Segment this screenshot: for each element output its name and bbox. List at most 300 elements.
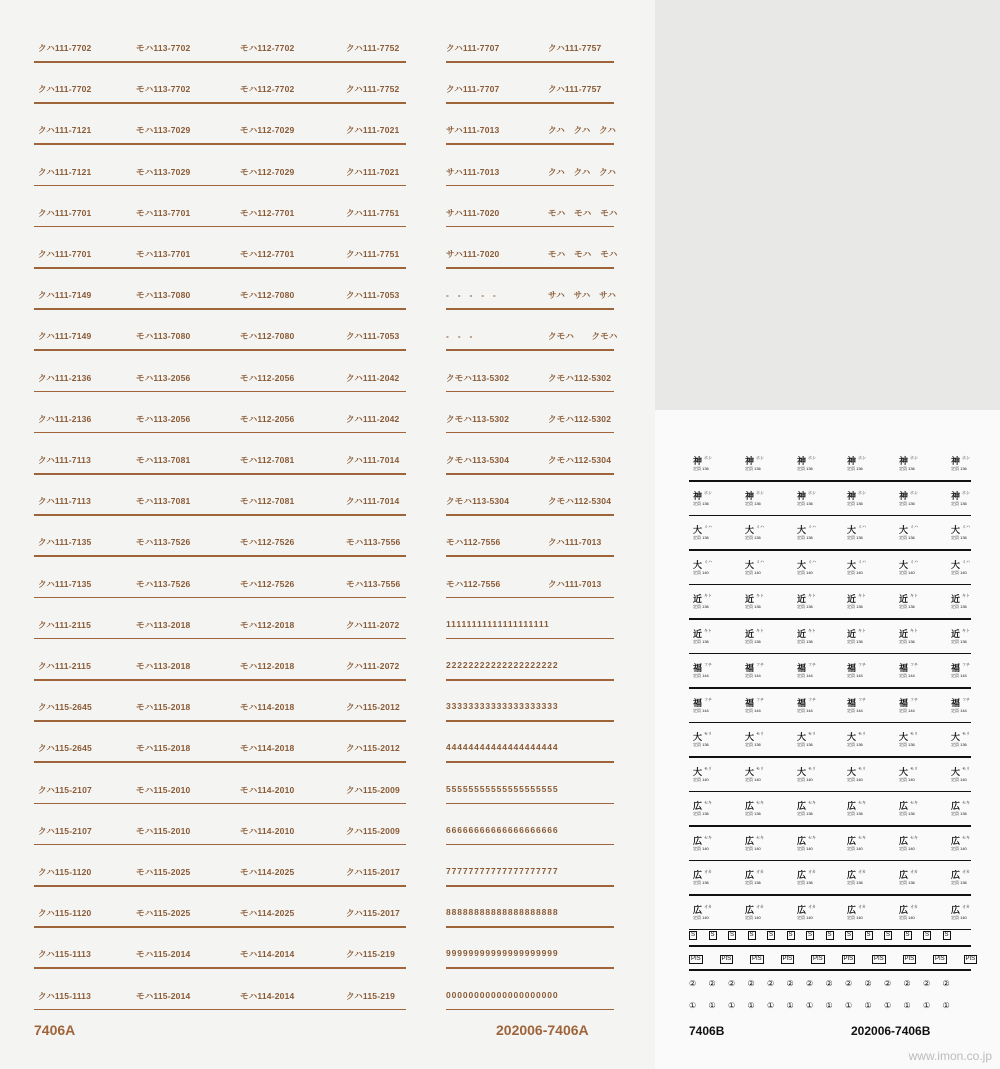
decal-number: モハ112-2056 bbox=[240, 413, 295, 424]
decal-number: サハ111-7013 bbox=[446, 166, 500, 177]
decal-number: クハ111-2042 bbox=[346, 372, 400, 383]
depot-mark bbox=[797, 558, 837, 578]
depot-code: ミハ bbox=[858, 524, 866, 529]
depot-code: モリ bbox=[704, 731, 712, 736]
decal-number: クハ115-2012 bbox=[346, 743, 400, 754]
depot-code: ミハ bbox=[704, 558, 712, 564]
symbol-mark: ① bbox=[825, 1001, 833, 1010]
cut-line bbox=[446, 1009, 614, 1011]
capacity-label: 定員 140 bbox=[899, 776, 915, 782]
symbol-mark: ② bbox=[903, 979, 911, 988]
depot-code: ホシ bbox=[962, 489, 970, 495]
capacity-label: 定員 144 bbox=[693, 707, 709, 713]
cut-line bbox=[34, 720, 406, 722]
depot-mark bbox=[693, 868, 733, 888]
depot-mark bbox=[847, 765, 887, 785]
decal-number: 22222222222222222222 bbox=[446, 660, 559, 670]
capacity-label: 定員 136 bbox=[847, 500, 863, 506]
cut-line bbox=[34, 555, 406, 557]
depot-kanji: 広 bbox=[745, 870, 755, 880]
capacity-label: 定員 140 bbox=[951, 914, 967, 920]
depot-kanji: 広 bbox=[951, 801, 961, 811]
symbol-mark: S bbox=[749, 932, 754, 938]
cut-line bbox=[689, 969, 971, 971]
depot-code: キト bbox=[962, 593, 970, 598]
capacity-label: 定員 136 bbox=[899, 500, 915, 506]
cut-line bbox=[689, 618, 971, 620]
depot-mark bbox=[847, 523, 887, 543]
symbol-mark: ② bbox=[845, 979, 853, 988]
depot-code: セキ bbox=[756, 800, 764, 805]
symbol-mark: ① bbox=[806, 1001, 814, 1010]
capacity-label: 定員 144 bbox=[899, 673, 915, 678]
capacity-label: 定員 136 bbox=[847, 535, 863, 540]
cut-line bbox=[34, 143, 406, 145]
capacity-label: 定員 144 bbox=[745, 707, 761, 713]
decal-row-b bbox=[655, 448, 1000, 482]
symbol-mark: PIS bbox=[874, 956, 884, 962]
depot-mark bbox=[745, 558, 785, 578]
symbol-mark: ① bbox=[903, 1001, 911, 1010]
depot-mark bbox=[847, 558, 887, 578]
depot-code: ホシ bbox=[910, 455, 918, 460]
depot-kanji: 広 bbox=[899, 904, 909, 915]
depot-code: セキ bbox=[858, 800, 866, 805]
capacity-label: 定員 136 bbox=[693, 742, 709, 747]
decal-number: サハ111-7020 bbox=[446, 207, 500, 218]
capacity-label: 定員 136 bbox=[797, 604, 813, 609]
capacity-label: 定員 136 bbox=[899, 535, 915, 540]
decal-number: モハ113-7080 bbox=[136, 331, 191, 342]
depot-mark bbox=[951, 592, 991, 612]
sheet-code-right: 202006-7406A bbox=[496, 1022, 589, 1038]
cut-line bbox=[446, 473, 614, 475]
depot-kanji: 大 bbox=[693, 732, 703, 742]
depot-kanji: 神 bbox=[847, 456, 857, 466]
depot-code: セキ bbox=[910, 834, 918, 840]
depot-code: ミハ bbox=[962, 558, 970, 564]
decal-row-a bbox=[0, 152, 655, 193]
cut-line bbox=[34, 61, 406, 63]
depot-mark bbox=[847, 661, 887, 681]
depot-kanji: 大 bbox=[847, 559, 857, 570]
decal-number: クハ111-7702 bbox=[38, 43, 92, 53]
capacity-label: 定員 136 bbox=[745, 535, 761, 540]
capacity-label: 定員 140 bbox=[899, 569, 915, 575]
decal-number: クハ111-2136 bbox=[38, 413, 92, 424]
depot-mark bbox=[951, 834, 991, 854]
depot-kanji: 大 bbox=[693, 525, 703, 535]
symbol-mark: ① bbox=[786, 1001, 794, 1010]
decal-number: モハ113-7029 bbox=[136, 166, 191, 177]
depot-mark bbox=[797, 454, 837, 474]
decal-number: モハ113-2018 bbox=[136, 661, 191, 671]
depot-mark bbox=[797, 661, 837, 681]
capacity-label: 定員 136 bbox=[693, 638, 709, 644]
depot-mark bbox=[797, 627, 837, 647]
depot-mark bbox=[797, 730, 837, 750]
decal-number: クモハ112-5302 bbox=[548, 372, 612, 383]
decal-row-a bbox=[0, 564, 655, 605]
cut-line bbox=[689, 929, 971, 931]
depot-mark bbox=[899, 523, 939, 543]
capacity-label: 定員 136 bbox=[797, 742, 813, 747]
decal-row-a bbox=[0, 316, 655, 357]
capacity-label: 定員 140 bbox=[951, 569, 967, 575]
decal-number: クハ111-7702 bbox=[38, 84, 92, 95]
capacity-label: 定員 136 bbox=[745, 466, 761, 471]
depot-mark bbox=[745, 696, 785, 716]
decal-number: クハ115-2645 bbox=[38, 743, 92, 754]
capacity-label: 定員 144 bbox=[797, 707, 813, 713]
decal-row-a bbox=[0, 399, 655, 440]
decal-row-a bbox=[0, 811, 655, 852]
cut-line bbox=[446, 391, 614, 393]
depot-mark bbox=[693, 454, 733, 474]
decal-row-a bbox=[0, 934, 655, 975]
decal-number: クハ111-7053 bbox=[346, 331, 400, 342]
symbol-mark: S bbox=[827, 932, 832, 938]
cut-line bbox=[34, 926, 406, 928]
capacity-label: 定員 140 bbox=[899, 845, 915, 851]
depot-code: フチ bbox=[910, 696, 918, 702]
symbol-mark: PIS bbox=[904, 956, 915, 962]
depot-kanji: 広 bbox=[847, 801, 857, 811]
decal-number: 77777777777777777777 bbox=[446, 866, 559, 876]
decal-number: クハ111-7013 bbox=[548, 578, 602, 589]
symbol-mark: ② bbox=[884, 979, 892, 988]
capacity-label: 定員 136 bbox=[745, 500, 761, 506]
depot-mark bbox=[693, 558, 733, 578]
decal-number: クハ115-1120 bbox=[38, 867, 92, 877]
depot-kanji: 大 bbox=[745, 732, 755, 742]
decal-number: モハ115-2025 bbox=[136, 867, 191, 877]
cut-line bbox=[446, 720, 614, 722]
depot-code: オカ bbox=[756, 869, 764, 874]
depot-kanji: 広 bbox=[693, 835, 703, 846]
depot-kanji: 広 bbox=[951, 835, 961, 846]
depot-kanji: 近 bbox=[899, 594, 909, 604]
decal-number: クハ115-1113 bbox=[38, 949, 92, 960]
depot-mark bbox=[693, 661, 733, 681]
depot-kanji: 神 bbox=[899, 490, 909, 501]
depot-mark bbox=[745, 592, 785, 612]
decal-row-b bbox=[655, 690, 1000, 724]
depot-kanji: 近 bbox=[899, 628, 909, 639]
decal-number: モハ115-2018 bbox=[136, 702, 191, 713]
decal-number: クハ115-219 bbox=[346, 990, 396, 1001]
decal-row-b bbox=[655, 828, 1000, 862]
decal-number: クハ111-2115 bbox=[38, 619, 92, 630]
decal-number: クハ111-7021 bbox=[346, 125, 400, 136]
depot-kanji: 神 bbox=[693, 490, 703, 501]
depot-kanji: 広 bbox=[797, 904, 807, 915]
depot-kanji: 神 bbox=[797, 490, 807, 501]
decal-number: モハ112-2018 bbox=[240, 619, 295, 630]
depot-code: モリ bbox=[962, 731, 970, 736]
decal-number: モハ115-2014 bbox=[136, 990, 191, 1001]
depot-code: モリ bbox=[756, 731, 764, 736]
decal-number: モハ112-7702 bbox=[240, 84, 295, 95]
depot-mark bbox=[951, 489, 991, 509]
decal-number: クハ115-2012 bbox=[346, 702, 400, 713]
symbol-mark: PIS bbox=[813, 956, 823, 962]
depot-code: オカ bbox=[962, 869, 970, 874]
capacity-label: 定員 136 bbox=[797, 638, 813, 644]
depot-mark bbox=[899, 834, 939, 854]
decal-number: モハ113-7080 bbox=[136, 290, 191, 301]
depot-code: キト bbox=[756, 627, 764, 633]
decal-number: クハ111-7113 bbox=[38, 496, 92, 507]
depot-mark bbox=[797, 765, 837, 785]
depot-code: フチ bbox=[704, 662, 712, 667]
decal-number: モハ114-2018 bbox=[240, 743, 295, 754]
depot-code: フチ bbox=[808, 696, 816, 702]
symbol-mark: S bbox=[808, 932, 813, 938]
depot-kanji: 広 bbox=[693, 870, 703, 880]
symbol-mark: PIS bbox=[721, 956, 732, 962]
capacity-label: 定員 140 bbox=[693, 845, 709, 851]
cut-line bbox=[34, 226, 406, 228]
capacity-label: 定員 136 bbox=[745, 604, 761, 609]
decal-row-b bbox=[655, 552, 1000, 586]
cut-line bbox=[446, 514, 614, 516]
capacity-label: 定員 136 bbox=[797, 466, 813, 471]
cut-line bbox=[689, 825, 971, 827]
decal-number: - - - bbox=[446, 331, 473, 342]
capacity-label: 定員 140 bbox=[797, 776, 813, 782]
depot-kanji: 大 bbox=[693, 766, 703, 777]
decal-number: クハ111-7149 bbox=[38, 290, 92, 301]
depot-mark bbox=[745, 454, 785, 474]
decal-number: クハ111-7149 bbox=[38, 331, 92, 342]
depot-mark bbox=[745, 627, 785, 647]
cut-line bbox=[446, 102, 614, 104]
depot-mark bbox=[745, 661, 785, 681]
capacity-label: 定員 140 bbox=[693, 569, 709, 575]
depot-mark bbox=[693, 696, 733, 716]
decal-number: クハ111-7053 bbox=[346, 290, 400, 301]
depot-code: フチ bbox=[962, 662, 970, 667]
decal-number: モハ112-2018 bbox=[240, 661, 295, 671]
depot-code: キト bbox=[808, 593, 816, 598]
depot-code: フチ bbox=[756, 696, 764, 702]
decal-number: モハ112-7701 bbox=[240, 207, 295, 218]
cut-line bbox=[34, 803, 406, 805]
depot-code: モリ bbox=[858, 731, 866, 736]
depot-mark bbox=[847, 454, 887, 474]
depot-mark bbox=[847, 834, 887, 854]
depot-code: ミハ bbox=[858, 558, 866, 564]
depot-code: キト bbox=[910, 593, 918, 598]
cut-line bbox=[446, 432, 614, 434]
depot-mark bbox=[847, 696, 887, 716]
depot-mark bbox=[693, 730, 733, 750]
cut-line bbox=[446, 267, 614, 269]
decal-number: クモハ112-5302 bbox=[548, 413, 612, 424]
depot-mark bbox=[899, 661, 939, 681]
capacity-label: 定員 144 bbox=[951, 707, 967, 713]
decal-number: クハ111-2115 bbox=[38, 661, 92, 671]
decal-number: クハ111-7757 bbox=[548, 84, 602, 95]
decal-number: モハ112-7080 bbox=[240, 331, 295, 342]
capacity-label: 定員 144 bbox=[951, 673, 967, 678]
decal-number: モハ113-7556 bbox=[346, 578, 401, 589]
depot-mark bbox=[745, 730, 785, 750]
capacity-label: 定員 136 bbox=[847, 604, 863, 609]
capacity-label: 定員 136 bbox=[899, 466, 915, 471]
decal-number: サハ111-7013 bbox=[446, 125, 500, 136]
symbol-mark: PIS bbox=[935, 956, 945, 962]
capacity-label: 定員 136 bbox=[847, 466, 863, 471]
capacity-label: 定員 140 bbox=[693, 914, 709, 920]
symbol-mark: PIS bbox=[752, 956, 762, 962]
decal-number: 66666666666666666666 bbox=[446, 824, 559, 835]
depot-code: ホシ bbox=[704, 489, 712, 495]
cut-line bbox=[446, 61, 614, 63]
depot-kanji: 福 bbox=[745, 697, 755, 708]
decal-number: モハ112-7701 bbox=[240, 249, 295, 259]
decal-row-b bbox=[655, 621, 1000, 655]
depot-mark bbox=[693, 834, 733, 854]
symbol-mark: ② bbox=[767, 979, 775, 988]
depot-mark bbox=[951, 661, 991, 681]
depot-kanji: 福 bbox=[693, 663, 703, 673]
depot-kanji: 神 bbox=[797, 456, 807, 466]
depot-mark bbox=[847, 489, 887, 509]
watermark: www.imon.co.jp bbox=[908, 1049, 992, 1063]
depot-mark bbox=[951, 523, 991, 543]
depot-mark bbox=[745, 489, 785, 509]
decal-number: クハ111-2136 bbox=[38, 372, 92, 383]
depot-mark bbox=[899, 489, 939, 509]
decal-row-b bbox=[655, 655, 1000, 689]
depot-mark bbox=[847, 592, 887, 612]
decal-number: クハ111-2072 bbox=[346, 661, 400, 671]
depot-code: セキ bbox=[756, 834, 764, 840]
decal-row-a bbox=[0, 687, 655, 728]
depot-code: モリ bbox=[910, 765, 918, 771]
capacity-label: 定員 136 bbox=[847, 742, 863, 747]
decal-number: モハ113-7701 bbox=[136, 249, 191, 259]
decal-number: クモハ112-5304 bbox=[548, 496, 612, 507]
cut-line bbox=[446, 349, 614, 351]
capacity-label: 定員 140 bbox=[745, 569, 761, 575]
depot-code: キト bbox=[808, 627, 816, 633]
decal-row-a bbox=[0, 234, 655, 275]
decal-number: クハ115-2107 bbox=[38, 825, 92, 836]
depot-mark bbox=[899, 868, 939, 888]
decal-number: モハ113-7526 bbox=[136, 578, 191, 589]
cut-line bbox=[34, 638, 406, 640]
capacity-label: 定員 136 bbox=[951, 742, 967, 747]
decal-row-a bbox=[0, 893, 655, 934]
symbol-mark: ① bbox=[689, 1001, 697, 1010]
decal-number: クハ115-2107 bbox=[38, 784, 92, 795]
capacity-label: 定員 136 bbox=[899, 880, 915, 885]
capacity-label: 定員 140 bbox=[951, 776, 967, 782]
capacity-label: 定員 136 bbox=[693, 466, 709, 471]
decal-number: モハ112-7702 bbox=[240, 43, 295, 53]
decal-number: クハ115-2645 bbox=[38, 702, 92, 713]
decal-number: クハ111-7021 bbox=[346, 166, 400, 177]
depot-code: フチ bbox=[756, 662, 764, 667]
decal-number: クハ111-7013 bbox=[548, 537, 602, 548]
depot-mark bbox=[899, 454, 939, 474]
decal-row-a bbox=[0, 646, 655, 687]
decal-row-a bbox=[0, 522, 655, 563]
cut-line bbox=[34, 185, 406, 187]
cut-line bbox=[446, 308, 614, 310]
depot-code: キト bbox=[910, 627, 918, 633]
decal-number: モハ115-2010 bbox=[136, 825, 191, 836]
depot-code: キト bbox=[756, 593, 764, 598]
symbol-mark: S bbox=[905, 932, 910, 938]
depot-mark bbox=[797, 834, 837, 854]
symbol-mark: ② bbox=[864, 979, 872, 988]
decal-number: クハ111-7751 bbox=[346, 207, 400, 218]
cut-line bbox=[446, 679, 614, 681]
depot-code: オカ bbox=[704, 903, 712, 909]
decal-row-a bbox=[0, 440, 655, 481]
depot-code: ミハ bbox=[704, 524, 712, 529]
depot-code: オカ bbox=[910, 869, 918, 874]
depot-mark bbox=[693, 903, 733, 923]
depot-kanji: 近 bbox=[745, 594, 755, 604]
decal-number: クハ115-219 bbox=[346, 949, 396, 960]
depot-kanji: 近 bbox=[951, 628, 961, 639]
depot-mark bbox=[797, 903, 837, 923]
decal-number: モハ113-2018 bbox=[136, 619, 191, 630]
cut-line bbox=[446, 761, 614, 763]
capacity-label: 定員 136 bbox=[899, 604, 915, 609]
depot-kanji: 大 bbox=[951, 525, 961, 535]
depot-code: フチ bbox=[910, 662, 918, 667]
capacity-label: 定員 140 bbox=[847, 914, 863, 920]
cut-line bbox=[34, 885, 406, 887]
capacity-label: 定員 144 bbox=[797, 673, 813, 678]
decal-number: - - - - - bbox=[446, 290, 496, 301]
depot-mark bbox=[899, 592, 939, 612]
decal-number: クモハ113-5304 bbox=[446, 496, 510, 507]
symbol-mark: PIS bbox=[782, 956, 793, 962]
decal-row-b bbox=[655, 724, 1000, 758]
cut-line bbox=[689, 756, 971, 758]
depot-code: ホシ bbox=[756, 455, 764, 460]
depot-kanji: 大 bbox=[797, 559, 807, 570]
symbol-mark: PIS bbox=[965, 956, 976, 962]
depot-code: オカ bbox=[756, 903, 764, 909]
capacity-label: 定員 136 bbox=[847, 638, 863, 644]
depot-kanji: 神 bbox=[847, 490, 857, 501]
depot-kanji: 大 bbox=[951, 732, 961, 742]
depot-code: キト bbox=[858, 593, 866, 598]
decal-number: クモハ113-5304 bbox=[446, 455, 510, 465]
depot-mark bbox=[951, 903, 991, 923]
capacity-label: 定員 144 bbox=[899, 707, 915, 713]
decal-row-a bbox=[0, 358, 655, 399]
depot-kanji: 広 bbox=[745, 904, 755, 915]
symbol-mark: S bbox=[691, 932, 696, 938]
cut-line bbox=[446, 638, 614, 640]
symbol-mark: S bbox=[866, 932, 871, 938]
decal-number: モハ114-2014 bbox=[240, 949, 295, 960]
depot-kanji: 大 bbox=[797, 766, 807, 777]
depot-mark bbox=[951, 868, 991, 888]
cut-line bbox=[34, 679, 406, 681]
depot-kanji: 広 bbox=[847, 904, 857, 915]
depot-kanji: 近 bbox=[847, 594, 857, 604]
